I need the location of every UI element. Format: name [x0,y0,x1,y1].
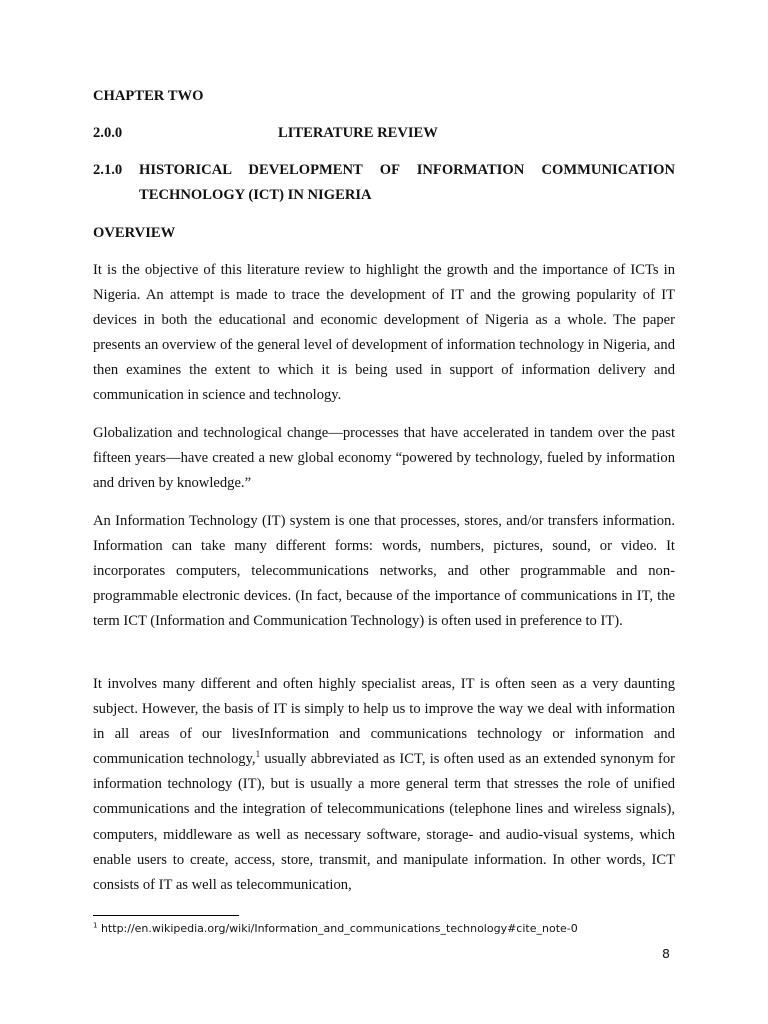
section-number: 2.0.0 [93,125,123,141]
body-paragraph-1: It is the objective of this literature review to highlight the growth and the importance of ICTs in Nigeria. An attempt is made to trace the development of IT and the growing popularity of IT devices in both the educational and economic development of Nigeria as a whole. The paper presents an overview of the general level of development of information technology in Nigeria, and then examines the extent to which it is being used in support of information delivery and communication in science and technology. [93,262,675,404]
footnote-reference[interactable]: 1 [255,749,261,760]
overview-heading: OVERVIEW [93,225,176,241]
body-paragraph-3: An Information Technology (IT) system is one that processes, stores, and/or transfers information. Information can take many different forms: words, numbers, pictures, sound, or video. It incorporates computers, telecommunications networks, and other programmable and non- programmable electronic devices. (In fact, because of the importance of communications in IT, the term ICT (Information and Communication Technology) is often used in preference to IT). [93,513,675,630]
page-number: 8 [662,946,670,961]
paragraph-text-before-note: It involves many different and often highly specialist areas, IT is often seen as a very daunting subject. However, the basis of IT is simply to help us to improve the way we deal with information in all areas of our livesInformation and communications technology or information and communication technology, [93,676,675,768]
footnote [93,921,578,936]
chapter-heading: CHAPTER TWO [93,88,204,104]
footnote-separator [93,915,239,916]
body-paragraph-2: Globalization and technological change—processes that have accelerated in tandem over the past fifteen years—have created a new global economy “powered by technology, fueled by information and driven by knowledge.” [93,425,675,492]
subsection-number: 2.1.0 [93,162,123,178]
section-title: LITERATURE REVIEW [278,125,438,141]
paragraph-text-after-note: usually abbreviated as ICT, is often used as an extended synonym for information technology (IT), but is usually a more general term that stresses the role of unified communications and the integration of telecommunications (telephone lines and wireless signals), computers, middleware as well as necessary software, storage- and audio-visual systems, which enable users to create, access, store, transmit, and manipulate information. In other words, ICT consists of IT as well as telecommunication, [93,751,676,893]
body-paragraph-4 [93,672,675,898]
subsection-title: HISTORICAL DEVELOPMENT OF INFORMATION COMMUNICATION TECHNOLOGY (ICT) IN NIGERIA [139,162,675,203]
footnote-mark: 1 [93,921,98,930]
footnote-url[interactable]: http://en.wikipedia.org/wiki/Information_and_communications_technology#cite_note-0 [97,922,578,935]
